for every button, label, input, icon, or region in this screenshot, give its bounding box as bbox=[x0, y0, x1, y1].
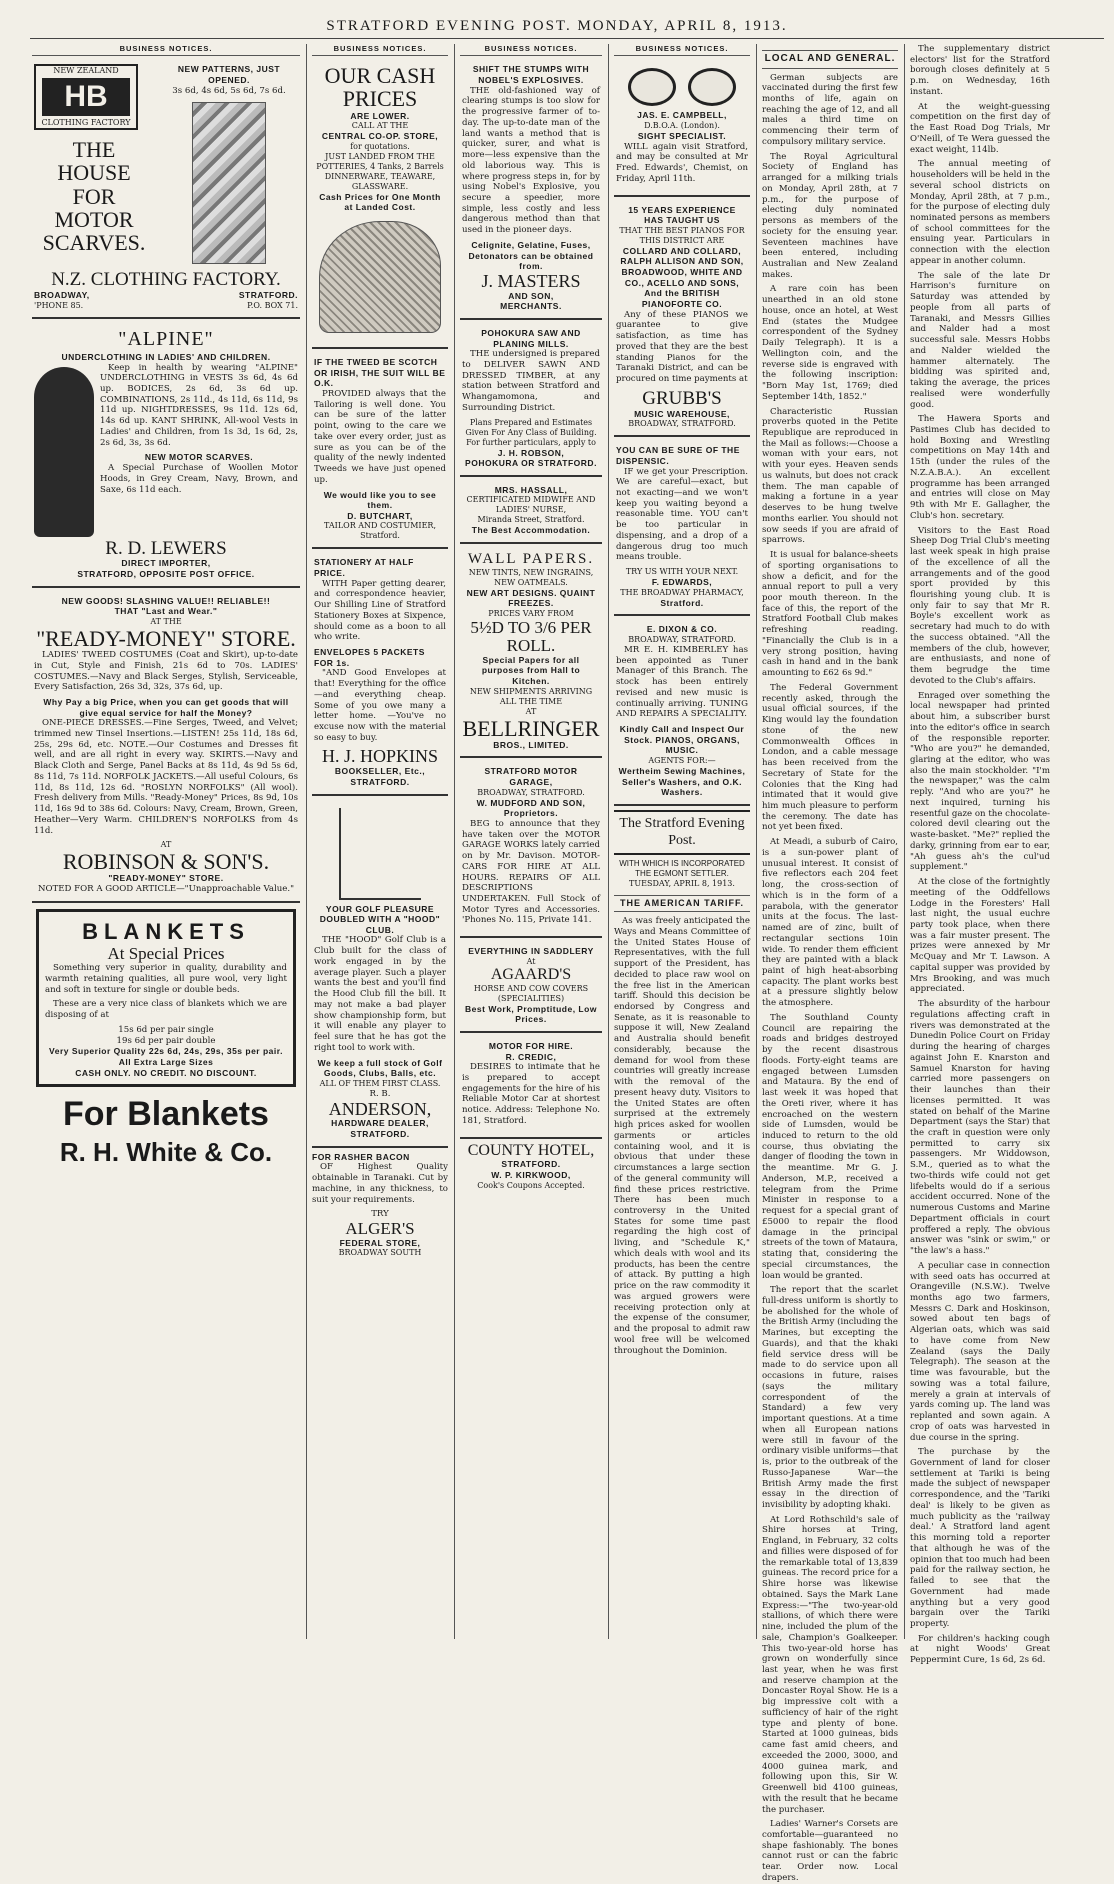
garage-props: W. MUDFORD AND SON, Proprietors. bbox=[476, 797, 586, 819]
editorial-head: THE AMERICAN TARIFF. bbox=[614, 895, 750, 912]
stationery-ad bbox=[312, 553, 448, 795]
lewers-sub: DIRECT IMPORTER, bbox=[121, 558, 211, 569]
hassall-ad bbox=[460, 481, 602, 544]
local-paragraph: The absurdity of the harbour regulations affecting craft in rivers was demonstrated at the Dunedin Police Court on Friday during the hearing of charges against John E. Knarston and Samuel Knarston for having carried more passengers on their launches than their licenses permitted. It was stated on behalf of the Marine Department (says the Star) that the craft in question were only permitted to carry six passengers. Mr Widdowson, S.M., queried as to what the two-thirds wife could not get lifebelts would do if a serious accident occurred. None of the numerous Customs and Marine Department officials in court proffered a reply. The obvious answer was "sink or swim," or "the law's a hass." bbox=[910, 999, 1050, 1257]
bacon-try: TRY bbox=[371, 1209, 389, 1220]
grubbs-address: BROADWAY, STRATFORD. bbox=[628, 419, 736, 429]
hb-street: BROADWAY, bbox=[34, 290, 90, 301]
golf-trade: HARDWARE DEALER, bbox=[331, 1118, 429, 1129]
blankets-body2: These are a very nice class of blankets which we are disposing of at bbox=[45, 999, 287, 1021]
hb-house-text: THE HOUSE FOR MOTOR SCARVES. bbox=[42, 137, 146, 255]
cc-landed: JUST LANDED FROM THE POTTERIES, 4 Tanks, 2 Barrels DINNERWARE, TEAWARE, GLASSWARE. bbox=[316, 151, 444, 191]
rm-goods: NEW GOODS! SLASHING VALUE!! RELIABLE!! bbox=[61, 595, 271, 606]
column-rule bbox=[454, 44, 455, 1639]
local-general-head: LOCAL AND GENERAL. bbox=[762, 50, 898, 69]
county-hotel-coupons: Cook's Coupons Accepted. bbox=[477, 1180, 585, 1190]
dispensing-head: YOU CAN BE SURE OF THE DISPENSIC. bbox=[616, 445, 740, 466]
county-hotel-town: STRATFORD. bbox=[501, 1159, 561, 1170]
robson-name: J. H. ROBSON, bbox=[497, 447, 565, 458]
cc-store: CENTRAL CO-OP. STORE, bbox=[321, 131, 439, 142]
lewers-address: STRATFORD, OPPOSITE POST OFFICE. bbox=[77, 569, 255, 580]
campbell-ad bbox=[614, 60, 750, 196]
section-label: BUSINESS NOTICES. bbox=[614, 44, 750, 56]
grubbs-best: THAT THE BEST PIANOS FOR THIS DISTRICT ARE bbox=[619, 225, 745, 245]
column-rule bbox=[306, 44, 307, 1639]
local-paragraph: A rare coin has been unearthed in an old stone house, once an hotel, at West End (states the Mudgee correspondent of the Sydney Daily Telegraph). It is a Wellington coin, and the reverse side is engraved with the following inscription: "Born May 1st, 1769; died September 14th, 1852." bbox=[762, 284, 898, 402]
alpine-special: A Special Purchase of Woollen Motor Hoods, in Grey Cream, Navy, Brown, and Saxe, 6s 11d each. bbox=[100, 463, 298, 495]
golf-ad bbox=[312, 800, 448, 1148]
rm-why: Why Pay a big Price, when you can get goods that will give equal service for half the Money? bbox=[43, 697, 289, 718]
hb-company-name: N.Z. CLOTHING FACTORY. bbox=[51, 269, 281, 291]
garage-body: BEG to announce that they have taken over the MOTOR GARAGE WORKS lately carried on by Mr. Davison. MOTOR-CARS FOR HIRE AT ALL HOURS. REPAIRS OF ALL DESCRIPTIONS UNDERTAKEN. Full Stock of Motor Tyres and Accessories. 'Phones No. 115, Private 141. bbox=[462, 818, 600, 926]
lewers-name: R. D. LEWERS bbox=[105, 537, 227, 559]
section-label: BUSINESS NOTICES. bbox=[460, 44, 602, 56]
hassall-cert: CERTIFICATED MIDWIFE AND LADIES' NURSE, bbox=[466, 495, 596, 515]
page-masthead: STRATFORD EVENING POST. MONDAY, APRIL 8, 1913. bbox=[326, 18, 788, 34]
tweed-town: Stratford. bbox=[360, 531, 400, 541]
edwards-name: F. EDWARDS, bbox=[651, 577, 713, 588]
hopkins-trade: BOOKSELLER, Etc., STRATFORD. bbox=[334, 766, 426, 787]
cc-quotations: for quotations. bbox=[350, 141, 410, 151]
cc-call: CALL AT THE bbox=[351, 121, 409, 131]
column-rule bbox=[756, 44, 757, 1639]
bellringer-name: BELLRINGER bbox=[462, 715, 600, 741]
local-paragraph: For children's hacking cough at night Woods' Great Peppermint Cure, 1s 6d, 2s 6d. bbox=[910, 1633, 1050, 1666]
column-2 bbox=[312, 44, 448, 1639]
hassall-address: Miranda Street, Stratford. bbox=[477, 515, 585, 525]
nobel-head: SHIFT THE STUMPS WITH NOBEL'S EXPLOSIVES. bbox=[472, 64, 590, 85]
edwards-town: Stratford. bbox=[660, 597, 704, 608]
column-rule bbox=[904, 44, 905, 1639]
editorial-body: As was freely anticipated the Ways and Means Committee of the United States House of Representatives, with the full support of the President, has decided to place raw wool on the free list in the American tariff. Should this decision be endorsed by Congress and Senate, as it is reasonable to suppose it will, New Zealand and Australia should benefit considerably, because the demand for wool from these countries will greatly increase with the removal of the present heavy duty. Visitors to the United States are often surprised at the extremely high prices asked for woollen garments or articles containing wool, and it is obvious that under these circumstances a large section of the general community will find these prices restrictive. There has been much controversy in the United States for some time past regarding the high cost of living, and "Schedule K," which deals with wool and its products, has been the centre of attack. By putting a high price on the raw commodity it was argued growers were receiving protection only at the expense of the consumer, and the proposal to admit raw wool free will be welcomed throughout the Dominion. bbox=[614, 916, 750, 1356]
local-paragraph: The Hawera Sports and Pastimes Club has decided to hold Boxing and Wrestling competitions on May 14th and 15th (under the rules of the N.Z.A.B.A.). An excellent programme has been arranged and entries will close on May 9th with Mr E. Gallagher, the Club's hon. secretary. bbox=[910, 414, 1050, 521]
rm-body: LADIES' TWEED COSTUMES (Coat and Skirt), up-to-date in Cut, Style and Finish, 21s 6d to 70s. LADIES' COSTUMES.—Navy and Black Serges, Stylish, Serviceable, Every Satisfaction, 26s 3d, 32s, 37s 6d, up. bbox=[34, 650, 298, 693]
local-paragraph: The report that the scarlet full-dress uniform is shortly to be abolished for the whole of the British Army (including the Marines, but excepting the Guards), and that the khaki field service dress will be made to do service upon all occasions in future, raises (says the military correspondent of the Standard) a few very important questions. At a time when all European nations were still in favour of the ordinary visible uniforms—that is, prior to the outbreak of the Russo-Japanese War—the British Army made the first essay in the direction of invisibility by adopting khaki. bbox=[762, 1285, 898, 1510]
section-label: BUSINESS NOTICES. bbox=[312, 44, 448, 56]
grubbs-body: Any of these PIANOS we guarantee to give satisfaction, as time has proved that they are the best standing Pianos for the Taranaki District, and can be procured on time payments at bbox=[616, 309, 748, 384]
local-paragraph: Enraged over something the local newspaper had printed about him, a subscriber burst into the editor's office in search of the responsible reporter. "Who are you?" he demanded, glaring at the editor, who was also the main stockholder. "I'm the newspaper," was the calm reply. "And who are you?" he next inquired, turning his resentful gaze on the chocolate-colored devil clearing out the waste-basket. "Me?" replied the darky, grinning from ear to ear, "Ah guess ah's the cul'ud supplement." bbox=[910, 690, 1050, 873]
local-paragraph: The Royal Agricultural Society of England has arranged for a milking trials on Monday, April 28th, at 7 p.m., for the purpose of electing duly nominated persons as members of the society for the ensuing year. Seventeen machines have been entered, including Australian and New Zealand makes. bbox=[762, 151, 898, 280]
stationery-body: WITH Paper getting dearer, and correspondence heavier, Our Shilling Line of Stratford Stationery Boxes at Sixpence, should come as a boon to all who write. bbox=[314, 578, 446, 643]
alpine-scarves: NEW MOTOR SCARVES. bbox=[144, 452, 254, 463]
wallpaper-ad bbox=[460, 548, 602, 758]
rs-store: "READY-MONEY" STORE. bbox=[108, 873, 224, 884]
alpine-title: "ALPINE" bbox=[118, 327, 214, 350]
garage-address: BROADWAY, STRATFORD. bbox=[477, 787, 585, 797]
garage-ad bbox=[460, 762, 602, 938]
local-paragraph: The Federal Government recently asked, through the usual official sources, if the King would lay the foundation stone of the new Commonwealth Offices in London, and a cable message has been received from the Secretary of State for the Colonies that the King had intimated that it would give him much pleasure to perform the ceremony. The date has not yet been fixed. bbox=[762, 682, 898, 833]
tweed-ad bbox=[312, 353, 448, 549]
dispensing-ad bbox=[614, 441, 750, 616]
newspaper-title: The Stratford Evening Post. bbox=[614, 810, 750, 855]
rs-at: AT bbox=[160, 840, 172, 850]
grubbs-list: COLLARD AND COLLARD, RALPH ALLISON AND SON, BROADWOOD, WHITE AND CO., ACELLO AND SONS, And the BRITISH PIANOFORTE CO. bbox=[620, 245, 744, 309]
golf-first: ALL OF THEM FIRST CLASS. bbox=[319, 1078, 441, 1088]
blankets-cash: CASH ONLY. NO CREDIT. NO DISCOUNT. bbox=[75, 1067, 257, 1078]
grubbs-taught: HAS TAUGHT US bbox=[644, 215, 720, 226]
hb-logo-factory: CLOTHING FACTORY bbox=[41, 118, 131, 128]
edwards-pharmacy: THE BROADWAY PHARMACY, bbox=[620, 587, 744, 597]
lens-right bbox=[688, 68, 736, 106]
pohokura-head: POHOKURA SAW AND PLANING MILLS. bbox=[481, 327, 581, 349]
editorial bbox=[614, 810, 750, 1356]
dixon-address: BROADWAY, STRATFORD. bbox=[628, 635, 736, 644]
hassall-best: The Best Accommodation. bbox=[471, 525, 591, 536]
alpine-subtitle: UNDERCLOTHING IN LADIES' AND CHILDREN. bbox=[61, 351, 271, 362]
golf-rb: R. B. bbox=[369, 1088, 391, 1099]
blankets-superior: Very Superior Quality 22s 6d, 24s, 29s, 35s per pair. bbox=[49, 1046, 283, 1057]
local-paragraph: The purchase by the Government of land for closer settlement at Tariki is being made the subject of newspaper correspondence, and the 'Tariki deal' is likely to be given as much publicity as the 'railway deal.' A Stratford land agent this morning told a reporter that although he was of the opinion that too much had been paid for the railway section, he failed to see that the Government had made anything but a very good bargain over the Tariki property. bbox=[910, 1447, 1050, 1630]
tweed-head: IF THE TWEED BE SCOTCH OR IRISH, THE SUIT WILL BE O.K. bbox=[314, 357, 446, 389]
local-paragraph: At the close of the fortnightly meeting of the Oddfellows Lodge in the Foresters' Hall last night, the usual euchre party took place, when there was a fair muster present. The prizes were annexed by Mr McQuay and Mr T. Lawson. A capital supper was provided by Mrs Brooking, and was much appreciated. bbox=[910, 877, 1050, 995]
hopkins-name: H. J. HOPKINS bbox=[321, 746, 438, 767]
blankets-ad bbox=[36, 909, 296, 1087]
local-paragraph: The annual meeting of householders will be held in the several school districts on Monday, April 28th, at 7 p.m., for the purpose of electing duly nominated persons as members of school committees for the ensuing year. Particulars in connection with the election appear in another column. bbox=[910, 159, 1050, 266]
hb-phone: 'PHONE 85. bbox=[34, 300, 84, 310]
hb-town: STRATFORD. bbox=[238, 290, 298, 301]
local-paragraph: At Meadi, a suburb of Cairo, is a sun-power plant of unusual interest. It consist of five reflectors each 204 feet long, the cross-section of which is in the form of a parabola, with the generator units at the focus. The last-named are of zinc, built of rectangular sections 10in wide. To render them efficient they are painted with a black paint of high heat-absorbing capacity. The plant works best at a pressure slightly below the atmosphere. bbox=[762, 837, 898, 1009]
hb-logo bbox=[34, 64, 138, 130]
wallpaper-range: 5½D TO 3/6 PER ROLL. bbox=[470, 618, 592, 655]
hb-new-patterns: NEW PATTERNS, JUST OPENED. bbox=[177, 64, 281, 85]
bacon-body: OF Highest Quality obtainable in Taranaki. Cut by machine, in any thickness, to suit your requirements. bbox=[312, 1162, 448, 1205]
newspaper-subtitle: WITH WHICH IS INCORPORATED THE EGMONT SETTLER. bbox=[619, 858, 745, 878]
nobel-body: THE old-fashioned way of clearing stumps is too slow for the progressive farmer of to-day. The up-to-date man of the land wants a method that is quicker, surer, and what is more—less expensive than the old laborious way. This is where progress steps in, for by using Nobel's Explosive, you secure a speedier, more simple, less costly and less dangerous method than that used in the pioneer days. bbox=[462, 85, 600, 236]
wallpaper-shipments: NEW SHIPMENTS ARRIVING ALL THE TIME bbox=[469, 686, 593, 706]
blankets-extra: All Extra Large Sizes bbox=[118, 1056, 214, 1067]
county-hotel-ad bbox=[460, 1143, 602, 1191]
hb-logo-mark: HB bbox=[42, 78, 130, 116]
dispensing-try: TRY US WITH YOUR NEXT. bbox=[625, 567, 739, 577]
local-paragraph: Characteristic Russian proverbs quoted in the Petite Republique are reproduced in the Mail as follows:—Choose a woman with your ears, not with your eyes. Heaven sends us walnuts, but does not crack them. The man capable of making a fortune in a year deserves to be hung twelve months earlier. You should not sow seeds if you are afraid of sparrows. bbox=[762, 406, 898, 546]
local-paragraph: The Southland County Council are repairing the roads and bridges destroyed by the recent disastrous floods. Forty-eight teams are engaged between Lumsden and Mataura. By the end of last week it was hoped that the Oreti river, where it has encroached on the western side of Lumsden, would be induced to return to the old course, thus obviating the danger of flooding the town in the meantime. Mr G. J. Anderson, M.P., received a telegram from the Prime Minister in response to a request for a special grant of £5000 to repair the flood damage in the principal streets of the town of Mataura, stating that, considering the special circumstances, the loan would be granted. bbox=[762, 1012, 898, 1281]
lens-left bbox=[628, 68, 676, 106]
campbell-title: SIGHT SPECIALIST. bbox=[637, 131, 727, 141]
tweed-trade: TAILOR AND COSTUMIER, bbox=[323, 521, 436, 531]
hb-logo-country: NEW ZEALAND bbox=[53, 66, 119, 76]
golf-town: STRATFORD. bbox=[350, 1129, 410, 1140]
rm-store: "READY-MONEY" STORE. bbox=[36, 625, 296, 651]
motor-hire-body: DESIRES to intimate that he is prepared to accept engagements for the hire of his Reliable Motor Car at shortest notice. Address: Telephone No. 181, Stratford. bbox=[462, 1062, 600, 1126]
golf-your: YOUR GOLF PLEASURE bbox=[325, 903, 435, 914]
alpine-body: Keep in health by wearing "ALPINE" UNDERCLOTHING in VESTS 3s 6d, 4s 6d up. BODICES, 2s 6d, 3s 6d up. COMBINATIONS, 2s 11d., 4s 11d, 6s 11d, 9s 11d up. NIGHTDRESSES, 9s 11d. 12s 6d, 14s 6d up. KANT SHRINK, All-wool Vests in Ladies' and Children, from 1s 3d, 1s 6d, 2s, 2s 6d, 3s, 3s 6d. bbox=[100, 362, 298, 448]
rs-name: ROBINSON & SON'S. bbox=[62, 849, 270, 875]
local-paragraph: Visitors to the East Road Sheep Dog Trial Club's meeting last week speak in high praise of the excellence of all the arrangements and of the good sport provided by this flourishing young club. It is only fair to say that Mr R. Boyle's excellent work as secretary had much to do with the success obtained. "All the members of the club, however, are enthusiasts, and none of them begrudge the time devoted to the Club's affairs. bbox=[910, 525, 1050, 686]
dixon-machines: Wertheim Sewing Machines, Seller's Washers, and O.K. Washers. bbox=[618, 766, 746, 798]
dispensing-body: IF we get your Prescription. We are careful—exact, but not exacting—and we won't keep you waiting beyond a reasonable time. YOU can't be too particular in dispensing, and a drop of a dangerous drug too much means trouble. bbox=[616, 466, 748, 563]
masters-merchants: MERCHANTS. bbox=[500, 301, 562, 312]
section-label: BUSINESS NOTICES. bbox=[32, 44, 300, 56]
local-paragraph: The supplementary district electors' list for the Stratford borough closes definitely at 5 p.m. on Wednesday, 16th instant. bbox=[910, 44, 1050, 97]
wallpaper-designs: NEW ART DESIGNS. QUAINT FREEZES. bbox=[466, 587, 596, 609]
tweed-name: D. BUTCHART, bbox=[347, 510, 413, 521]
golf-stock: We keep a full stock of Golf Goods, Clubs, Balls, etc. bbox=[317, 1057, 443, 1079]
campbell-degree: D.B.O.A. (London). bbox=[644, 121, 720, 130]
masters-and: AND SON, bbox=[508, 290, 554, 301]
pohokura-further: For further particulars, apply to bbox=[466, 437, 596, 447]
garage-head: STRATFORD MOTOR GARAGE, bbox=[484, 766, 578, 787]
saddlery-body: HORSE AND COW COVERS (SPECIALITIES) bbox=[473, 983, 589, 1003]
blankets-title: BLANKETS bbox=[82, 918, 250, 944]
dixon-name: E. DIXON & CO. bbox=[646, 624, 718, 635]
county-hotel-head: COUNTY HOTEL, bbox=[467, 1141, 595, 1159]
nobel-ad bbox=[460, 60, 602, 320]
robson-address: POHOKURA OR STRATFORD. bbox=[465, 458, 597, 469]
credic-name: R. CREDIC, bbox=[505, 1051, 557, 1062]
motor-hire-ad bbox=[460, 1037, 602, 1139]
pohokura-body: THE undersigned is prepared to DELIVER SAWN AND DRESSED TIMBER, at any station between Stratford and Whangamomona, and Surrounding District. bbox=[462, 349, 600, 413]
cc-cash: Cash Prices for One Month at Landed Cost. bbox=[319, 191, 441, 213]
local-paragraph: A peculiar case in connection with seed oats has occurred at Orangeville (N.S.W.). Twelve months ago two farmers, Messrs C. Dark and Hoskinson, sowed about ten bags of Algerian oats, which was said to have come from New Zealand (says the Daily Telegraph). The season at the time was favourable, but the sowing was a total failure, merely a grain at intervals of yards coming up. The land was replanted and sown again. A crop of oats was harvested in due course in the spring. bbox=[910, 1260, 1050, 1443]
wallpaper-prices: PRICES VARY FROM bbox=[488, 609, 574, 619]
column-rule bbox=[608, 44, 609, 1639]
local-paragraph: It is usual for balance-sheets of sporting organisations to show a deficit, and for the annual report to pull a very poor mouth thereon. In the face of this, the report of the Stratford Football Club makes refreshing reading. "Financially the Club is in a very strong position, having cash in hand and in the bank amounting to £62 6s 9d." bbox=[762, 550, 898, 679]
stationery-head: STATIONERY AT HALF PRICE. bbox=[314, 557, 414, 579]
grubbs-name: GRUBB'S bbox=[642, 387, 722, 409]
golf-doubled: DOUBLED WITH A "HOOD" CLUB. bbox=[319, 914, 441, 935]
bacon-store: FEDERAL STORE, bbox=[339, 1237, 421, 1248]
local-paragraph: At Lord Rothschild's sale of Shire horses at Tring, England, in February, 32 colts and fillies were disposed of for the remarkable total of 13,839 guineas. The record price for a Shire horse was likewise obtained. Says the Mark Lane Express:—"The two-year-old stallions, of which there were nine, included the plum of the sale, Champion's Goalkeeper. This two-year-old horse has grown on wonderfully since last year, when he was first and reserve champion at the Doncaster Royal Show. He is a big impressive colt with a sufficiency of hair of the right type and plenty of bone. Started at 1000 guineas, bids came fast amid cheers, and exceeded the 2000, 3000, and 4000 guinea mark, and following upon this, Sir W. Greenwell bid 4100 guineas, with the result that he became the purchaser. bbox=[762, 1514, 898, 1815]
pohokura-plans: Plans Prepared and Estimates Given For Any Class of Building. bbox=[465, 417, 597, 437]
rs-noted: NOTED FOR A GOOD ARTICLE—"Unapproachable Value." bbox=[37, 884, 295, 895]
golf-name: ANDERSON, bbox=[328, 1098, 432, 1119]
bacon-name: ALGER'S bbox=[345, 1218, 415, 1238]
bacon-ad bbox=[312, 1152, 448, 1259]
masters-name: J. MASTERS bbox=[481, 270, 581, 291]
saddlery-ad bbox=[460, 942, 602, 1033]
tweed-body: PROVIDED always that the Tailoring is well done. You can be sure of the latter point, owing to the care we take over every order, just as sure as you can be of the quality of the newly indented Tweeds we have just opened up. bbox=[314, 388, 446, 485]
wallpaper-title: WALL PAPERS. bbox=[467, 551, 595, 568]
grubbs-warehouse: MUSIC WAREHOUSE, bbox=[634, 408, 730, 419]
wallpaper-new: NEW TINTS, NEW INGRAINS, NEW OATMEALS. bbox=[468, 567, 594, 587]
hb-prices: 3s 6d, 4s 6d, 5s 6d, 7s 6d. bbox=[172, 85, 286, 96]
saddlery-best: Best Work, Promptitude, Low Prices. bbox=[465, 1003, 597, 1025]
stationery-body2: "AND Good Envelopes at that! Everything for the office—and everything cheap. Some of you owe many a letter home. —You've no excuse now with the material so easy to buy. bbox=[314, 668, 446, 743]
pram-illustration bbox=[319, 221, 441, 333]
blankets-price-double: 19s 6d per pair double bbox=[116, 1035, 216, 1046]
column-4 bbox=[614, 44, 750, 1639]
column-1 bbox=[32, 44, 300, 1639]
dixon-body: MR E. H. KIMBERLEY has been appointed as Tuner Manager of this Branch. The stock has been entirely revised and new music is continually arriving. TUNING AND REPAIRS A SPECIALITY. bbox=[616, 645, 748, 720]
wallpaper-at: AT bbox=[525, 706, 537, 716]
blankets-subtitle: At Special Prices bbox=[107, 944, 225, 964]
bacon-head: FOR RASHER BACON bbox=[312, 1151, 410, 1162]
pohokura-ad bbox=[460, 324, 602, 477]
bacon-address: BROADWAY SOUTH bbox=[338, 1248, 422, 1258]
alpine-ad bbox=[32, 323, 300, 588]
column-3 bbox=[460, 44, 602, 1639]
local-paragraph: Ladies' Warner's Corsets are comfortable—guaranteed no shape fashionably. The bones cannot rust or can the fabric tear. Order now. Local drapers. bbox=[762, 1819, 898, 1883]
woman-underclothing-illustration bbox=[34, 367, 94, 537]
tweed-like: We would like you to see them. bbox=[323, 489, 437, 511]
wallpaper-special: Special Papers for all purposes from Hall to Kitchen. bbox=[481, 654, 581, 687]
golfer-illustration bbox=[339, 808, 421, 900]
blankets-body: Something very superior in quality, durability and warmth retaining qualities, all pure wool, very light and soft in texture for single or double beds. bbox=[45, 963, 287, 995]
scarf-illustration bbox=[192, 102, 266, 264]
stationery-envelopes: ENVELOPES 5 PACKETS FOR 1s. bbox=[314, 647, 425, 668]
column-6 bbox=[910, 44, 1050, 1666]
campbell-body: WILL again visit Stratford, and may be consulted at Mr Fred. Edwards', Chemist, on Friday, April 11th. bbox=[616, 141, 748, 184]
motor-hire-head: MOTOR FOR HIRE. bbox=[488, 1040, 574, 1051]
saddlery-at: At bbox=[526, 956, 536, 966]
hb-box: P.O. BOX 71. bbox=[247, 300, 298, 310]
hb-clothing-ad bbox=[32, 60, 300, 319]
grubbs-ad bbox=[614, 201, 750, 438]
hassall-name: MRS. HASSALL, bbox=[494, 484, 568, 495]
nobel-items: Celignite, Gelatine, Fuses, Detonators can be obtained from. bbox=[468, 239, 594, 272]
rm-at: AT THE bbox=[150, 616, 182, 626]
central-coop-ad bbox=[312, 60, 448, 349]
local-paragraph: German subjects are vaccinated during the first few months of life, again on reaching the age of 12, and all males a third time on commencing their term of compulsory military service. bbox=[762, 72, 898, 147]
masthead-rule bbox=[30, 38, 1104, 39]
dixon-kindly: Kindly Call and Inspect Our Stock. PIANOS, ORGANS, MUSIC. bbox=[619, 724, 745, 756]
spectacles-illustration bbox=[616, 68, 748, 106]
column-5 bbox=[762, 44, 898, 1883]
ready-money-ad bbox=[32, 592, 300, 903]
rm-body2: ONE-PIECE DRESSES.—Fine Serges, Tweed, and Velvet; trimmed new Tinsel Insertions.—LISTEN! 25s 11d, 18s 6d, 25s, 29s 6d, etc. NOTE.—Our Costumes and Dresses fit well, and are all right in every way. SKIRTS.—Navy and Black Cloth and Serge, Panel Backs at 8s 11d, 4s 9d 5s 6d, 8s 11d, 7s 11d. NORFOLK JACKETS.—All useful Colours, 6s 11d, 8s 11d, 12s 6d. "ROSLYN NORFOLKS" (All wool). Fresh delivery from Mills. "Ready-Money" Prices, 8s 9d, 10s 11d, 16s 9d to 38s 6d. Colours: Navy, Cream, Brown, Green, Heather—Very Warm. CHILDREN'S NORFOLKS from 4s 11d. bbox=[34, 718, 298, 836]
saddlery-name: AGAARD'S bbox=[490, 965, 572, 983]
blankets-price-single: 15s 6d per pair single bbox=[118, 1024, 214, 1035]
local-paragraph: The sale of the late Dr Harrison's furniture on Saturday was attended by people from all parts of Taranaki, and Messrs Gillies and Nalder had a most successful sale. Messrs Hobbs and Nalder wielded the hammer alternately. The bidding was spirited and, taking the average, the prices realised were wonderfully good. bbox=[910, 270, 1050, 410]
dixon-agents: AGENTS FOR:— bbox=[648, 756, 716, 766]
for-blankets: For Blankets bbox=[63, 1095, 269, 1134]
newspaper-date: TUESDAY, APRIL 8, 1913. bbox=[629, 878, 735, 888]
rm-last: THAT "Last and Wear." bbox=[114, 606, 218, 617]
kirkwood-name: W. P. KIRKWOOD, bbox=[491, 1169, 571, 1180]
golf-body: THE "HOOD" Golf Club is a Club built for the class of work engaged in by the average player. Such a player wants the best and you'll find the Hood Club fill the bill. It may not make a bad player show championship form, but it will enable any player to feel sure that he has got the right tool to work with. bbox=[314, 935, 446, 1053]
local-paragraph: At the weight-guessing competition on the first day of the East Road Dog Trials, Mr O'Neill, of Te Wera guessed the exact weight, 114lb. bbox=[910, 101, 1050, 155]
saddlery-head: EVERYTHING IN SADDLERY bbox=[468, 946, 594, 957]
grubbs-years: 15 YEARS EXPERIENCE bbox=[628, 204, 736, 215]
cc-title: OUR CASH PRICES bbox=[324, 63, 436, 112]
cc-lower: ARE LOWER. bbox=[350, 110, 410, 121]
bellringer-bros: BROS., LIMITED. bbox=[493, 739, 569, 750]
campbell-name: JAS. E. CAMPBELL, bbox=[637, 110, 727, 121]
dixon-ad bbox=[614, 620, 750, 806]
rh-white: R. H. White & Co. bbox=[59, 1136, 273, 1167]
